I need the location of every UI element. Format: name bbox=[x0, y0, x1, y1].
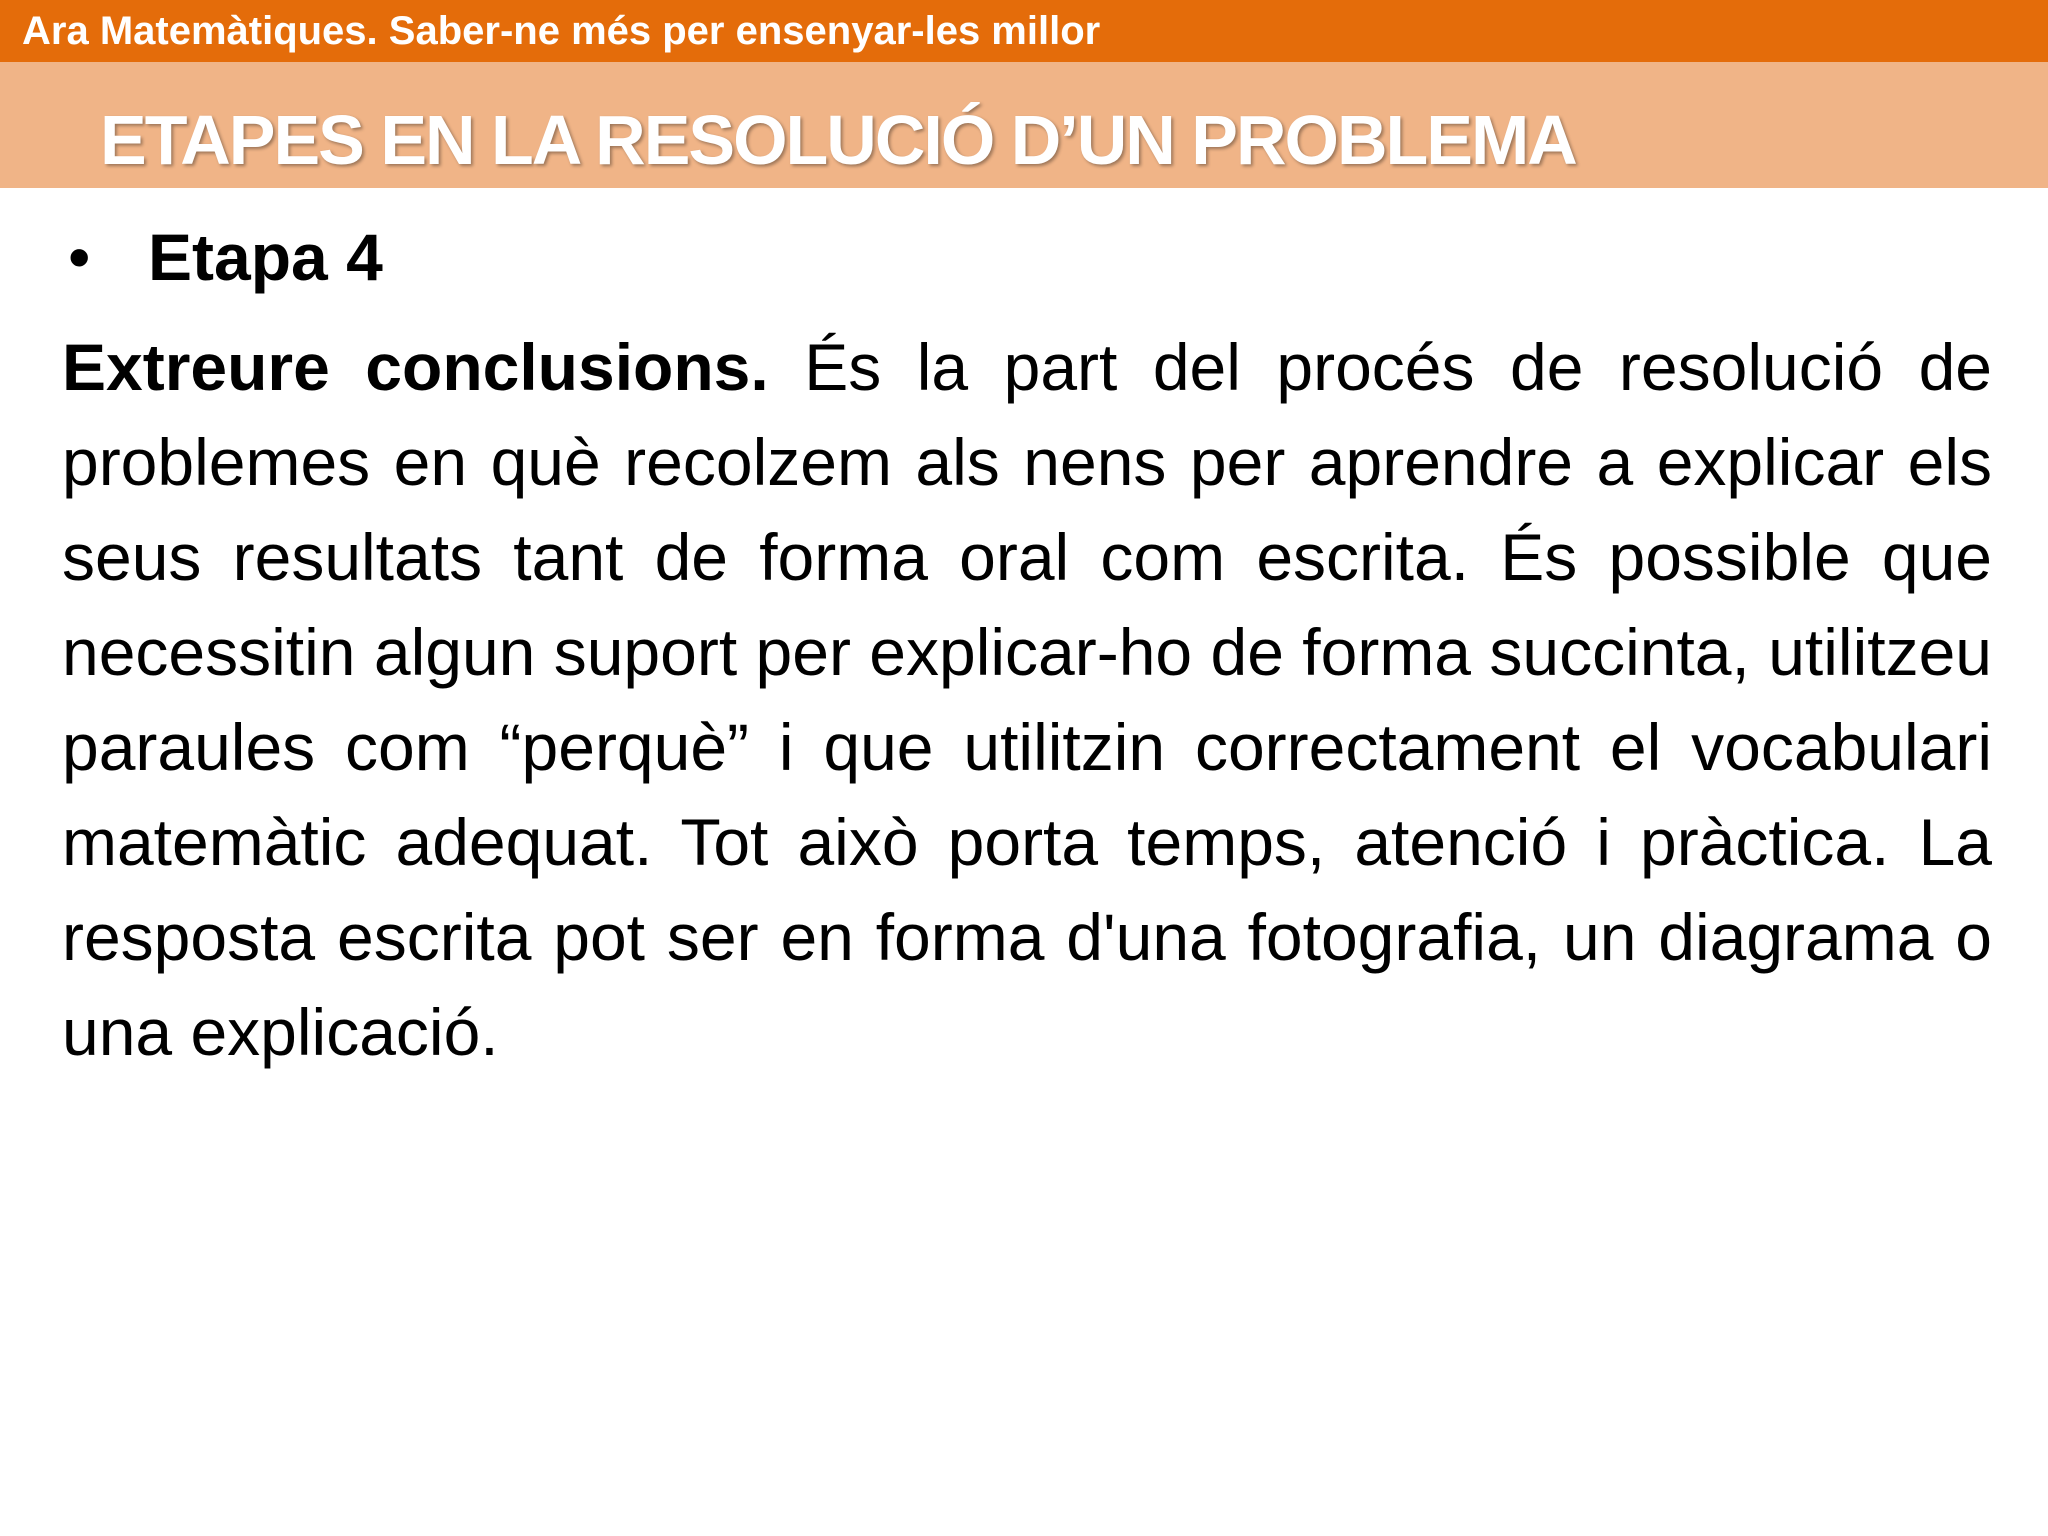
slide-title-bar bbox=[0, 62, 2048, 188]
slide-content bbox=[62, 212, 1992, 1080]
course-header-bar bbox=[0, 0, 2048, 62]
bullet-dot-icon: • bbox=[68, 221, 91, 293]
bullet-label: Etapa 4 bbox=[148, 220, 383, 294]
paragraph-lead: Extreure conclusions. bbox=[62, 330, 769, 404]
bullet-item bbox=[62, 212, 1992, 302]
course-title: Ara Matemàtiques. Saber-ne més per ensenyar-les millor bbox=[22, 9, 1101, 53]
slide-title: ETAPES EN LA RESOLUCIÓ D’UN PROBLEMA bbox=[100, 101, 1576, 179]
paragraph-body: És la part del procés de resolució de problemes en què recolzem als nens per aprendre a explicar els seus resultats tant de forma oral com escrita. És possible que necessitin algun suport per explicar-ho de forma succinta, utilitzeu paraules com “perquè” i que utilitzin correctament el vocabulari matemàtic adequat. Tot això porta temps, atenció i pràctica. La resposta escrita pot ser en forma d'una fotografia, un diagrama o una explicació. bbox=[62, 330, 1992, 1069]
body-paragraph bbox=[62, 320, 1992, 1080]
